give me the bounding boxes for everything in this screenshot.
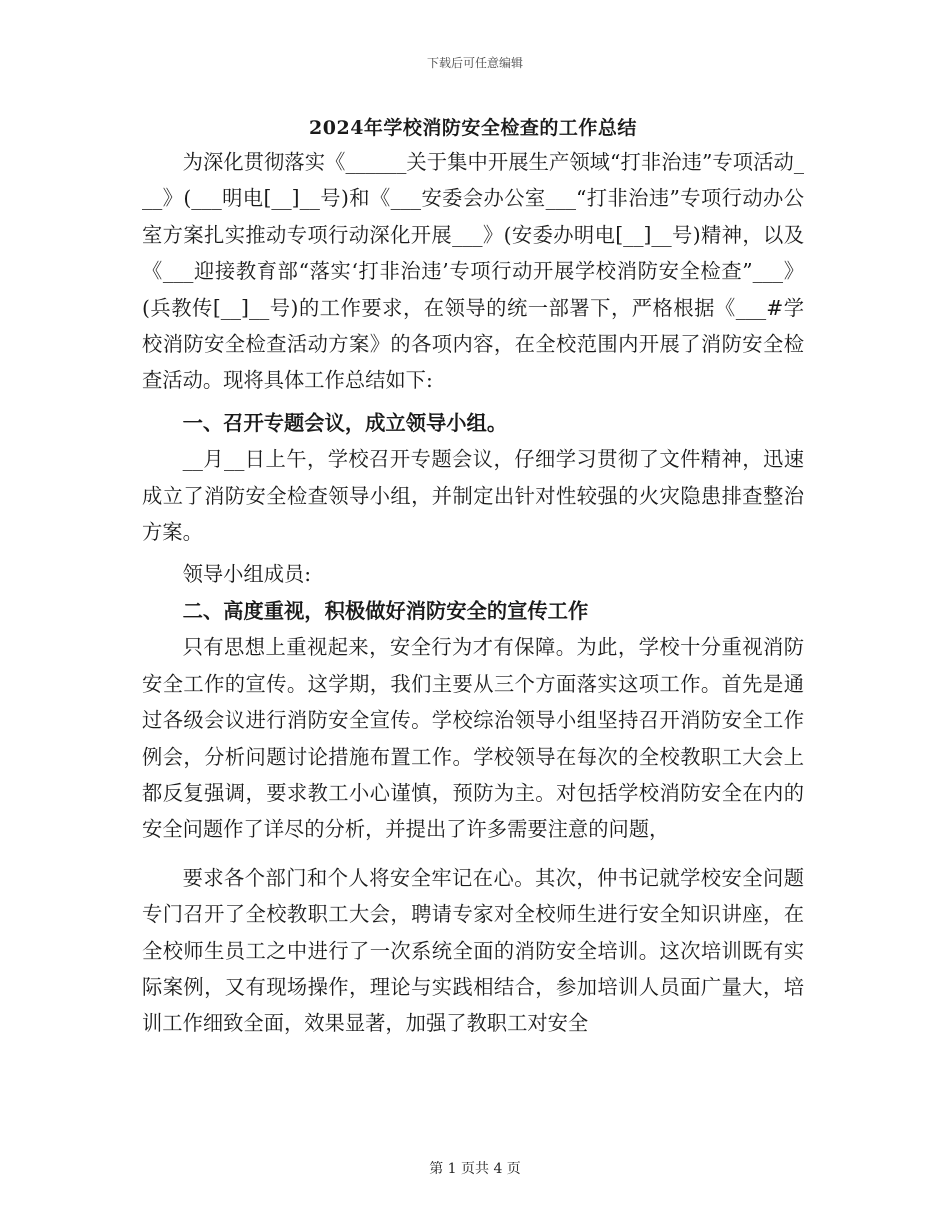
header-note: 下载后可任意编辑 xyxy=(426,56,523,70)
section-1-paragraph: __月__日上午，学校召开专题会议，仔细学习贯彻了文件精神，迅速成立了消防安全检查领导小组，并制定出针对性较强的火灾隐患排查整治方案。 xyxy=(142,447,804,545)
document-title: 2024年学校消防安全检查的工作总结 xyxy=(309,117,637,139)
section-2-paragraph-2: 要求各个部门和个人将安全牢记在心。其次，仲书记就学校安全问题专门召开了全校教职工大会，聘请专家对全校师生进行安全知识讲座，在全校师生员工之中进行了一次系统全面的消防安全培训。这次培训既有实际案例，又有现场操作，理论与实践相结合，参加培训人员面广量大，培训工作细致全面，效果显著，加强了教职工对安全 xyxy=(142,865,804,1036)
section-2-heading: 二、高度重视，积极做好消防安全的宣传工作 xyxy=(182,598,589,623)
section-2-paragraph-1: 只有思想上重视起来，安全行为才有保障。为此，学校十分重视消防安全工作的宣传。这学期，我们主要从三个方面落实这项工作。首先是通过各级会议进行消防安全宣传。学校综治领导小组坚持召开消防安全工作例会，分析问题讨论措施布置工作。学校领导在每次的全校教职工大会上都反复强调，要求教工小心谨慎，预防为主。对包括学校消防安全在内的安全问题作了详尽的分析，并提出了许多需要注意的问题， xyxy=(142,635,804,842)
section-1-members: 领导小组成员: xyxy=(182,562,312,587)
page-number: 第 1 页共 4 页 xyxy=(429,1161,521,1177)
intro-paragraph: 为深化贯彻落实《______关于集中开展生产领域“打非治违”专项活动___》(___明电[__]__号)和《___安委会办公室___“打非治违”专项行动办公室方案扎实推动专项行动深化开展___》(安委办明电[__]__号)精神，以及《___迎接教育部“落实‘打非治违’专项行动开展学校消防安全检查”___》(兵教传[__]__号)的工作要求，在领导的统一部署下，严格根据《___#学校消防安全检查活动方案》的各项内容，在全校范围内开展了消防安全检查活动。现将具体工作总结如下: xyxy=(142,150,804,393)
section-1-heading: 一、召开专题会议，成立领导小组。 xyxy=(182,410,508,435)
document-body xyxy=(142,112,804,1042)
